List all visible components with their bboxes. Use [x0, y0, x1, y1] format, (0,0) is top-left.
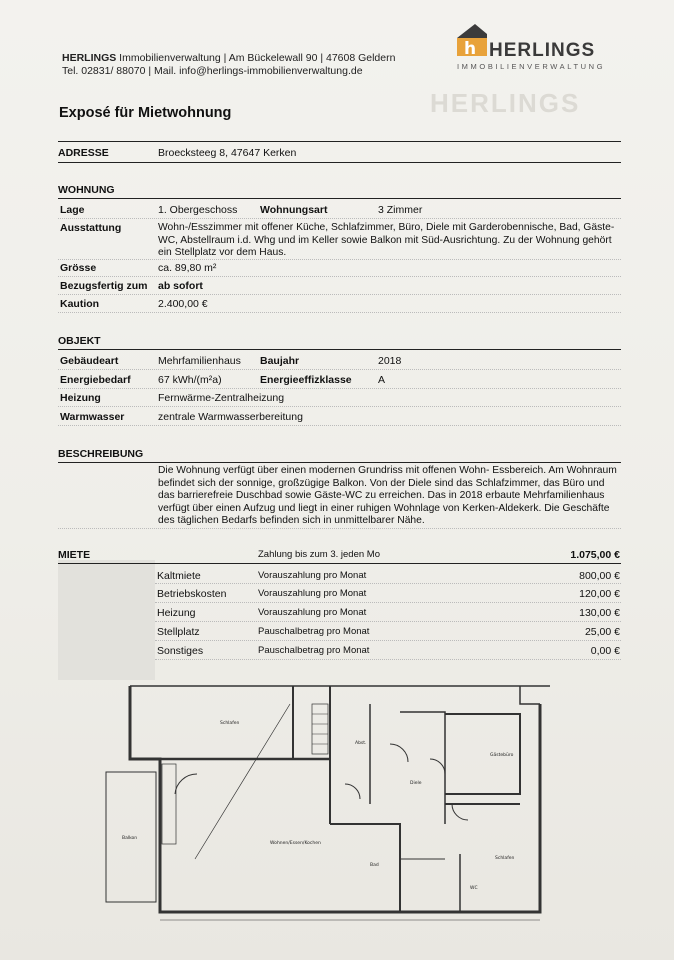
- floor-plan: [100, 684, 570, 924]
- rent-item-amount: 800,00 €: [579, 570, 620, 582]
- rent-item-note: Vorauszahlung pro Monat: [258, 570, 367, 581]
- room-bad: Bad: [370, 863, 379, 868]
- row-divider: [58, 406, 621, 407]
- kaution-label: Kaution: [60, 298, 100, 310]
- baujahr-value: 2018: [378, 355, 402, 367]
- description-text: Die Wohnung verfügt über einen modernen Grundriss mit offenen Wohn- Essbereich. Am Wohnraum befindet sich der sonnige, großzügige Balkon. Von der Diele sind das Schlafzimmer, das Büro und das barrierefreie Duschbad sowie Gäste-WC zu erreichen. Das in 2018 erbaute Mehrfamilienhaus verfügt über einen Aufzug und liegt in einer ruhigen Wohnlage von Kerken-Aldekerk. Die Geschäfte des täglichen Bedarfs befinden sich in unmittelbarer Nähe.: [158, 465, 617, 527]
- room-wc: WC: [470, 886, 478, 891]
- divider: [58, 349, 621, 350]
- ausstattung-value: Wohn-/Esszimmer mit offener Küche, Schlafzimmer, Büro, Diele mit Garderobennische, Bad, Gäste-WC, Abstellraum i.d. Whg und im Keller sowie Balkon mit Süd-Ausrichtung. Zu der Wohnung gehört ein Stellplatz vor dem Haus.: [158, 222, 615, 259]
- address-heading: ADRESSE: [58, 147, 109, 159]
- baujahr-label: Baujahr: [260, 355, 300, 367]
- rent-item-amount: 0,00 €: [590, 645, 620, 657]
- divider: [58, 162, 621, 163]
- room-diele: Diele: [410, 781, 422, 786]
- rent-item-label: Heizung: [157, 607, 196, 619]
- description-heading: BESCHREIBUNG: [58, 448, 144, 460]
- row-divider: [155, 659, 621, 660]
- groesse-value: ca. 89,80 m²: [158, 262, 217, 274]
- warmwasser-label: Warmwasser: [60, 411, 125, 423]
- wohnungsart-value: 3 Zimmer: [378, 204, 423, 216]
- energiebedarf-value: 67 kWh/(m²a): [158, 374, 222, 386]
- heizung-label: Heizung: [60, 392, 101, 404]
- svg-text:h: h: [464, 39, 477, 56]
- row-divider: [58, 528, 621, 529]
- apartment-heading: WOHNUNG: [58, 184, 115, 196]
- room-wohnen: Wohnen/Essen/Kochen: [270, 841, 321, 846]
- building-heading: OBJEKT: [58, 335, 101, 347]
- room-balkon: Balkon: [122, 836, 138, 841]
- row-divider: [155, 602, 621, 603]
- energieklasse-value: A: [378, 374, 386, 386]
- energieklasse-label: Energieeffizklasse: [260, 374, 352, 386]
- company-contact-line: Tel. 02831/ 88070 | Mail. info@herlings-immobilienverwaltung.de: [62, 65, 363, 77]
- rent-item-amount: 120,00 €: [579, 588, 620, 600]
- company-address-line: HERLINGS Immobilienverwaltung | Am Bückelewall 90 | 47608 Geldern: [62, 52, 396, 64]
- rent-item-note: Pauschalbetrag pro Monat: [258, 626, 370, 637]
- groesse-label: Grösse: [60, 262, 97, 274]
- rent-item-label: Stellplatz: [157, 626, 200, 638]
- row-divider: [58, 259, 621, 260]
- wohnungsart-label: Wohnungsart: [260, 204, 328, 216]
- watermark: HERLINGS: [430, 88, 581, 118]
- rent-item-note: Vorauszahlung pro Monat: [258, 588, 367, 599]
- rent-label-shading: [58, 560, 155, 680]
- heizung-value: Fernwärme-Zentralheizung: [158, 392, 285, 404]
- rent-item-amount: 25,00 €: [584, 626, 620, 638]
- address-value: Broecksteeg 8, 47647 Kerken: [158, 147, 297, 159]
- row-divider: [58, 312, 621, 313]
- lage-label: Lage: [60, 204, 85, 216]
- logo-subtitle: IMMOBILIENVERWALTUNG: [457, 62, 606, 71]
- row-divider: [155, 583, 621, 584]
- rent-total: 1.075,00 €: [570, 549, 620, 561]
- rent-heading: MIETE: [58, 549, 91, 561]
- row-divider: [58, 276, 621, 277]
- row-divider: [155, 621, 621, 622]
- logo-name: HERLINGS: [489, 40, 596, 61]
- ausstattung-label: Ausstattung: [60, 222, 122, 234]
- rent-item-label: Sonstiges: [157, 645, 204, 657]
- rent-item-amount: 130,00 €: [579, 607, 620, 619]
- gebaeudeart-value: Mehrfamilienhaus: [158, 355, 241, 367]
- row-divider: [58, 388, 621, 389]
- page-title: Exposé für Mietwohnung: [59, 105, 232, 121]
- row-divider: [58, 369, 621, 370]
- room-schlafen-right: Schlafen: [495, 856, 515, 861]
- rent-item-note: Vorauszahlung pro Monat: [258, 607, 367, 618]
- house-logo-icon: [455, 22, 489, 56]
- room-abst: Abst.: [355, 741, 367, 746]
- rent-item-label: Betriebskosten: [157, 588, 227, 600]
- row-divider: [58, 218, 621, 219]
- divider: [58, 198, 621, 199]
- bezug-label: Bezugsfertig zum: [60, 280, 148, 292]
- divider: [58, 563, 621, 564]
- divider: [58, 141, 621, 142]
- bezug-value: ab sofort: [158, 280, 203, 292]
- energiebedarf-label: Energiebedarf: [60, 374, 131, 386]
- gebaeudeart-label: Gebäudeart: [60, 355, 119, 367]
- warmwasser-value: zentrale Warmwasserbereitung: [158, 411, 303, 423]
- payment-note: Zahlung bis zum 3. jeden Mo: [258, 549, 380, 560]
- room-schlafen-top: Schlafen: [220, 721, 240, 726]
- room-gaestebuero: Gästebüro: [490, 753, 514, 758]
- rent-item-label: Kaltmiete: [157, 570, 201, 582]
- kaution-value: 2.400,00 €: [158, 298, 208, 310]
- lage-value: 1. Obergeschoss: [158, 204, 238, 216]
- rent-item-note: Pauschalbetrag pro Monat: [258, 645, 370, 656]
- row-divider: [155, 640, 621, 641]
- divider: [58, 462, 621, 463]
- row-divider: [58, 294, 621, 295]
- row-divider: [58, 425, 621, 426]
- company-logo: [455, 22, 615, 72]
